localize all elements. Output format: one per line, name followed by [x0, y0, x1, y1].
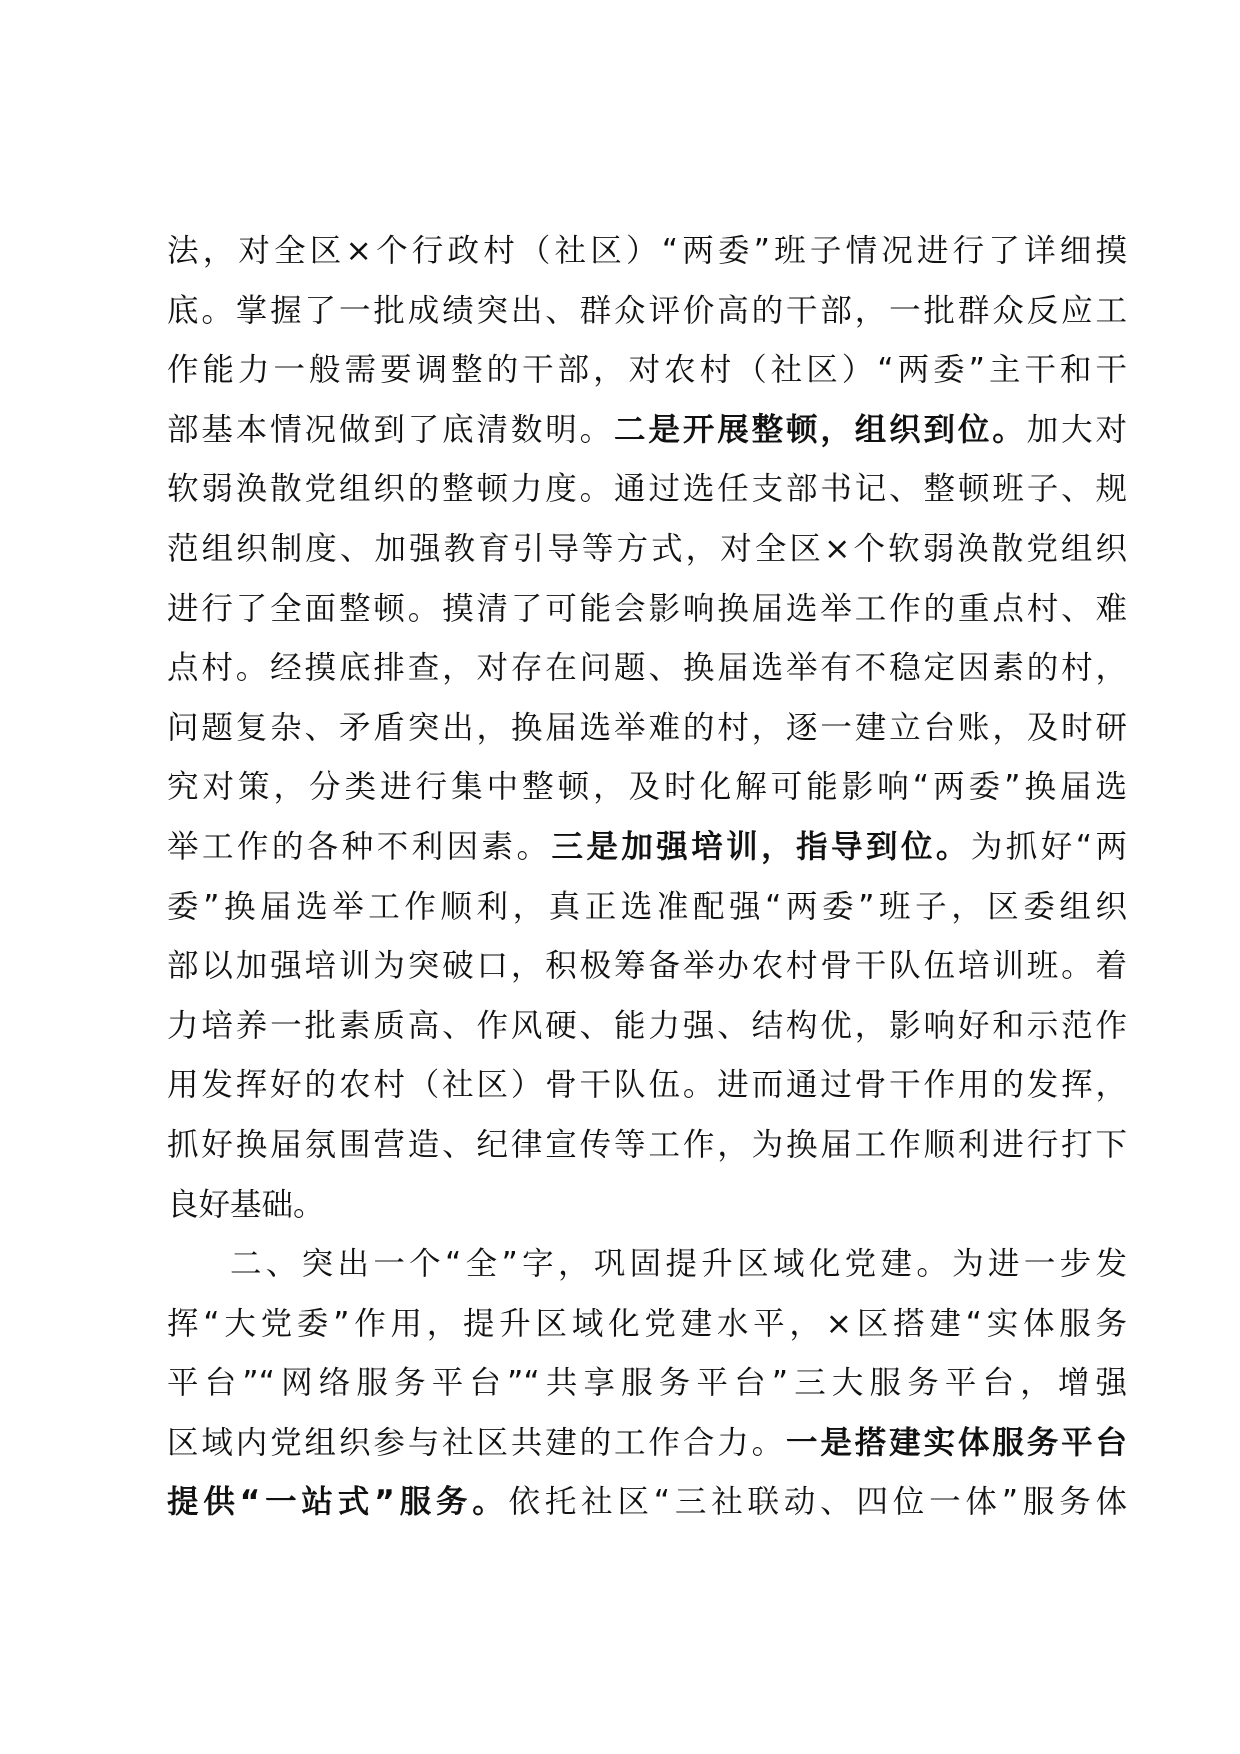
text-line — [167, 580, 1127, 640]
paragraph-text: 挥“大党委”作用，提升区域化党建水平，×区搭建“实体服务 — [167, 1305, 1127, 1342]
text-line — [167, 878, 1127, 938]
text-line — [167, 401, 1127, 461]
paragraph-text: 底。掌握了一批成绩突出、群众评价高的干部，一批群众反应工 — [167, 292, 1127, 329]
bold-heading-text: 三是加强培训，指导到位。 — [551, 828, 971, 865]
text-line — [167, 1414, 1127, 1474]
paragraph-text: 部以加强培训为突破口，积极筹备举办农村骨干队伍培训班。着 — [167, 948, 1127, 985]
paragraph-text: 良好基础。 — [167, 1186, 325, 1223]
paragraph-text: 范组织制度、加强教育引导等方式，对全区×个软弱涣散党组织 — [167, 530, 1127, 567]
bold-heading-text: 一是搭建实体服务平台 — [785, 1424, 1127, 1461]
body-text — [167, 222, 1127, 1533]
text-line — [167, 1354, 1127, 1414]
paragraph-text: 法，对全区×个行政村（社区）“两委”班子情况进行了详细摸 — [167, 233, 1127, 269]
text-line — [167, 1176, 1127, 1236]
text-line — [167, 818, 1127, 878]
text-line — [167, 1295, 1127, 1355]
paragraph-text: 软弱涣散党组织的整顿力度。通过选任支部书记、整顿班子、规 — [167, 471, 1127, 508]
text-line — [167, 222, 1127, 282]
paragraph-text: 问题复杂、矛盾突出，换届选举难的村，逐一建立台账，及时研 — [167, 709, 1127, 746]
paragraph-text: 加大对 — [1026, 411, 1127, 448]
text-line — [167, 699, 1127, 759]
text-line — [167, 1116, 1127, 1176]
text-line — [167, 639, 1127, 699]
text-line — [167, 1056, 1127, 1116]
bold-heading-text: 二是开展整顿，组织到位。 — [614, 411, 1027, 448]
paragraph-text: 平台”“网络服务平台”“共享服务平台”三大服务平台，增强 — [167, 1365, 1127, 1402]
paragraph-text: 作能力一般需要调整的干部，对农村（社区）“两委”主干和干 — [167, 352, 1127, 389]
paragraph-text: 部基本情况做到了底清数明。 — [167, 411, 615, 448]
paragraph-text: 力培养一批素质高、作风硬、能力强、结构优，影响好和示范作 — [167, 1007, 1127, 1044]
text-line — [167, 937, 1127, 997]
paragraph-text: 委”换届选举工作顺利，真正选准配强“两委”班子，区委组织 — [167, 888, 1127, 925]
paragraph-text: 用发挥好的农村（社区）骨干队伍。进而通过骨干作用的发挥， — [167, 1067, 1127, 1104]
paragraph-text: 进行了全面整顿。摸清了可能会影响换届选举工作的重点村、难 — [167, 590, 1127, 627]
paragraph-text: 点村。经摸底排查，对存在问题、换届选举有不稳定因素的村， — [167, 650, 1127, 687]
paragraph-text: 区域内党组织参与社区共建的工作合力。 — [167, 1424, 786, 1461]
bold-heading-text: 提供“一站式”服务。 — [167, 1484, 509, 1521]
text-line — [167, 758, 1127, 818]
paragraph-text: 举工作的各种不利因素。 — [167, 828, 552, 865]
text-line — [167, 1473, 1127, 1533]
text-line — [167, 282, 1127, 342]
text-line — [167, 460, 1127, 520]
text-line — [167, 997, 1127, 1057]
text-line — [167, 520, 1127, 580]
paragraph-text: 二、突出一个“全”字，巩固提升区域化党建。为进一步发 — [230, 1246, 1127, 1283]
text-line — [167, 341, 1127, 401]
paragraph-text: 为抓好“两 — [970, 828, 1127, 865]
paragraph-text: 抓好换届氛围营造、纪律宣传等工作，为换届工作顺利进行打下 — [167, 1126, 1127, 1163]
paragraph-text: 究对策，分类进行集中整顿，及时化解可能影响“两委”换届选 — [167, 769, 1127, 806]
text-line — [167, 1235, 1127, 1295]
paragraph-text: 依托社区“三社联动、四位一体”服务体 — [508, 1484, 1128, 1521]
